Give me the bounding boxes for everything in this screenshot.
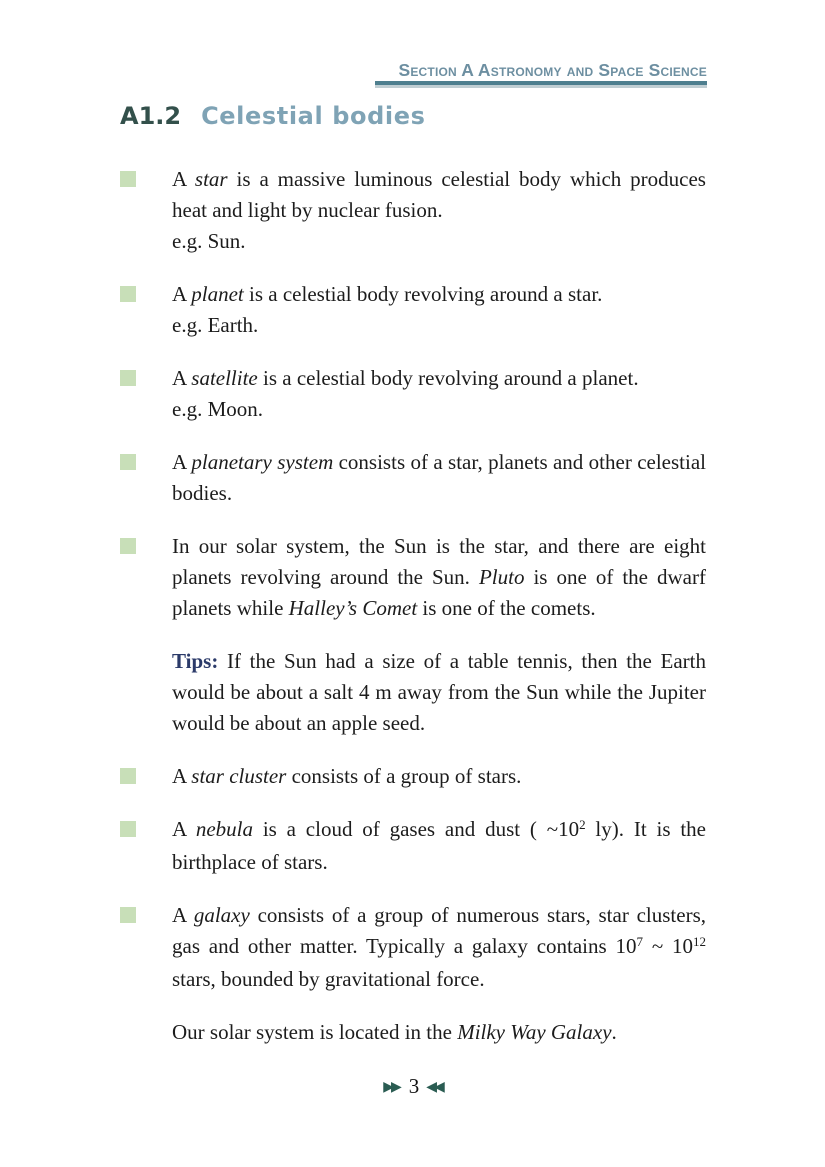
item-text: A galaxy consists of a group of numerous stars, star clusters, gas and other matter. Typically a galaxy contains $10^7$ ~ $10^{12}$ stars, bounded by gravitational force. — [172, 903, 707, 991]
tips-text: Tips: If the Sun had a size of a table tennis, then the Earth would be about a salt 4 m away from the Sun while the Jupiter would be about an apple seed. — [172, 649, 706, 735]
closing-paragraph — [120, 1017, 706, 1048]
bullet-square-icon — [120, 454, 136, 470]
bullet-square-icon — [120, 538, 136, 554]
bullet-square-icon — [120, 370, 136, 386]
section-number: A1.2 — [120, 102, 182, 130]
bullet-item-satellite — [120, 363, 706, 425]
item-text: In our solar system, the Sun is the star, and there are eight planets revolving around the Sun. Pluto is one of the dwarf planets while Halley’s Comet is one of the comets. — [172, 534, 706, 620]
page-footer — [0, 1074, 825, 1099]
item-example: e.g. Sun. — [172, 229, 246, 253]
bullet-item-planet — [120, 279, 706, 341]
bullet-square-icon — [120, 768, 136, 784]
tips-paragraph — [120, 646, 706, 739]
header-underline — [375, 81, 707, 85]
bullet-square-icon — [120, 821, 136, 837]
item-example: e.g. Moon. — [172, 397, 263, 421]
item-text: A planetary system consists of a star, planets and other celestial bodies. — [172, 450, 706, 505]
bullet-square-icon — [120, 907, 136, 923]
closing-text: Our solar system is located in the Milky Way Galaxy. — [172, 1020, 617, 1044]
content-area — [120, 164, 706, 1048]
item-example: e.g. Earth. — [172, 313, 259, 337]
section-title: Celestial bodies — [201, 102, 426, 130]
section-header-text: Section A Astronomy and Space Science — [398, 60, 707, 80]
item-text: A satellite is a celestial body revolving around a planet. — [172, 366, 639, 390]
item-text: A star is a massive luminous celestial body which produces heat and light by nuclear fusion. — [172, 167, 706, 222]
page-number: 3 — [408, 1074, 420, 1098]
item-text: A nebula is a cloud of gases and dust ( $\sim 10^2$ ly). It is the birthplace of stars. — [172, 816, 706, 874]
bullet-item-star — [120, 164, 706, 257]
item-text: A star cluster consists of a group of stars. — [172, 764, 522, 788]
bullet-square-icon — [120, 171, 136, 187]
bullet-item-nebula — [120, 814, 706, 878]
section-heading — [120, 101, 426, 131]
bullet-square-icon — [120, 286, 136, 302]
item-text: A planet is a celestial body revolving around a star. — [172, 282, 603, 306]
page-header — [375, 60, 707, 85]
back-arrows-icon: ◀◀ — [426, 1079, 442, 1095]
bullet-item-solar-system — [120, 531, 706, 624]
bullet-item-planetary-system — [120, 447, 706, 509]
forward-arrows-icon: ▶▶ — [383, 1079, 399, 1095]
bullet-item-galaxy — [120, 900, 706, 995]
bullet-item-star-cluster — [120, 761, 706, 792]
